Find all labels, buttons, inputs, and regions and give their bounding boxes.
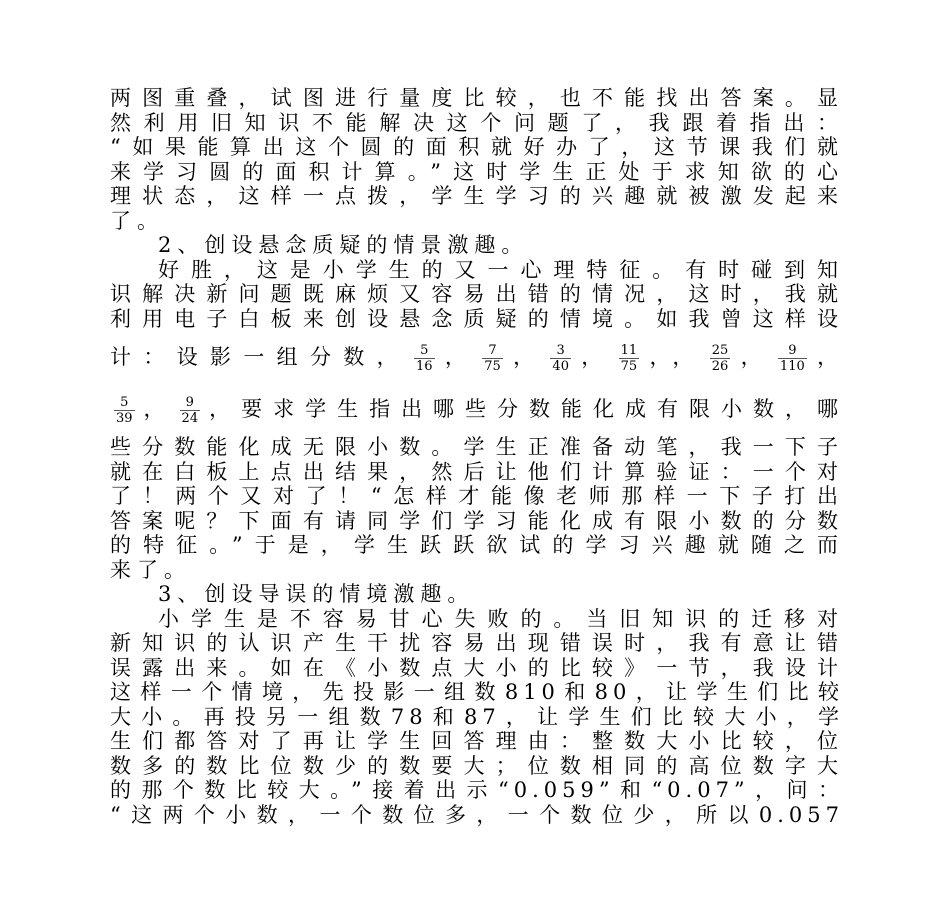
text-line: 了。: [110, 208, 164, 233]
text-line: 数多的数比位数少的数要大；位数相同的高位数字大: [110, 753, 844, 778]
separator: ，: [438, 345, 479, 369]
separator: ，: [138, 397, 176, 421]
text-line: 大小。再投另一组数78和87，让学生们比较大小，学: [110, 704, 844, 729]
denominator: 24: [181, 411, 199, 426]
fraction: [778, 343, 807, 374]
numerator: 7: [488, 343, 497, 358]
denominator: 75: [620, 359, 638, 374]
numerator: 5: [120, 395, 129, 410]
fraction-line-1: [110, 331, 844, 383]
fraction: [482, 343, 503, 374]
text-line: 生们都答对了再让学生回答理由：整数大小比较，位: [110, 729, 844, 753]
denominator: 16: [415, 359, 433, 374]
separator: ，: [810, 345, 845, 369]
text-line: 来学习圆的面积计算。”这时学生正处于求知欲的心: [110, 159, 844, 184]
text-line: “如果能算出这个圆的面积就好办了，这节课我们就: [110, 135, 844, 159]
document-page: [110, 86, 844, 827]
numerator: 5: [420, 343, 429, 358]
text-run: 计：设影一组分数，: [110, 345, 410, 369]
numerator: 9: [185, 395, 194, 410]
separator: ，: [506, 345, 547, 369]
denominator: 40: [552, 359, 569, 374]
text-line: 好胜，这是小学生的又一心理特征。有时碰到知: [158, 257, 844, 282]
text-line: 然利用旧知识不能解决这个问题了，我跟着指出：: [110, 110, 844, 135]
text-line: “这两个小数，一个数位多，一个数位少，所以0.057: [110, 802, 844, 827]
numerator: 3: [556, 343, 565, 358]
section-heading: 3、创设导误的情境激趣。: [158, 582, 475, 606]
text-line: 就在白板上点出结果，然后让他们计算验证：一个对: [110, 459, 844, 484]
text-line: 的那个数比较大。”接着出示“0.059”和“0.07”，问：: [110, 778, 844, 802]
fraction: [550, 343, 571, 374]
denominator: 39: [116, 411, 133, 426]
numerator: 25: [711, 343, 729, 358]
fraction: [619, 343, 640, 374]
fraction: [710, 343, 731, 374]
text-line: 这样一个情境，先投影一组数810和80，让学生们比较: [110, 680, 844, 704]
denominator: 110: [779, 359, 805, 374]
text-line: 些分数能化成无限小数。学生正准备动笔，我一下子: [110, 435, 844, 459]
text-line: 识解决新问题既麻烦又容易出错的情况，这时，我就: [110, 282, 844, 306]
numerator: 9: [788, 343, 797, 358]
denominator: 75: [484, 359, 501, 374]
denominator: 26: [711, 359, 729, 374]
fraction: [180, 395, 201, 426]
text-line: 了！两个又对了！“怎样才能像老师那样一下子打出: [110, 484, 844, 508]
text-line: 新知识的认识产生干扰容易出现错误时，我有意让错: [110, 631, 844, 655]
separator: ，: [672, 345, 706, 369]
fraction: [414, 343, 435, 374]
separator: ，: [574, 345, 615, 369]
text-line: 来了。: [110, 557, 191, 582]
text-line: 答案呢？下面有请同学们学习能化成有限小数的分数: [110, 508, 844, 533]
section-heading: 2、创设悬念质疑的情景激趣。: [158, 233, 529, 257]
numerator: 11: [620, 343, 638, 358]
text-run: ，要求学生指出哪些分数能化成有限小数，哪: [204, 397, 845, 421]
fraction-line-2: [110, 383, 844, 435]
text-line: 利用电子白板来创设悬念质疑的情境。如我曾这样设: [110, 306, 844, 331]
separator: ，: [734, 345, 774, 369]
text-line: 小学生是不容易甘心失败的。当旧知识的迁移对: [158, 606, 844, 631]
text-line: 两图重叠，试图进行量度比较，也不能找出答案。显: [110, 86, 844, 110]
text-line: 误露出来。如在《小数点大小的比较》一节，我设计: [110, 655, 844, 680]
fraction: [114, 395, 135, 426]
text-line: 理状态，这样一点拨，学生学习的兴趣就被激发起来: [110, 184, 844, 208]
separator: ，: [643, 345, 673, 369]
text-line: 的特征。”于是，学生跃跃欲试的学习兴趣就随之而: [110, 533, 844, 557]
